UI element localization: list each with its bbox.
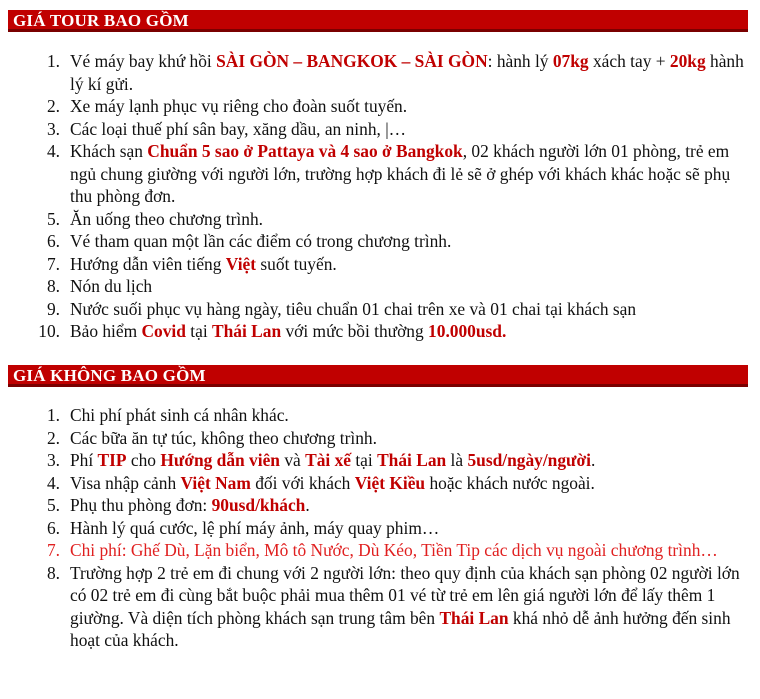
text-segment: đối với khách: [250, 472, 355, 493]
list-item: [0, 298, 752, 321]
highlight-text: 07kg: [552, 51, 589, 71]
text-segment: Xe máy lạnh phục vụ riêng cho đoàn suốt tuyến.: [70, 96, 408, 116]
list-item-text: [70, 562, 752, 652]
list-item: [0, 320, 752, 343]
text-segment: , 02 khách người lớn 01 phòng, trẻ em ngủ chung giường với người lớn, trường hợp khách đi lẻ sẽ ở ghép với khách khác hoặc sẽ phụ thu phòng đơn.: [70, 141, 731, 206]
list-item-number: 4.: [46, 472, 60, 493]
text-segment: Vé máy bay khứ hồi: [70, 51, 217, 71]
text-segment: Hành lý quá cước, lệ phí máy ảnh, máy quay phim…: [70, 517, 440, 538]
text-segment: xách tay +: [588, 51, 670, 71]
highlight-text: Covid: [141, 321, 186, 341]
list-item: [0, 517, 752, 540]
list-item-number: 9.: [46, 298, 60, 319]
highlight-text: TIP: [97, 450, 127, 470]
list-item: [0, 118, 752, 141]
text-segment: Visa nhập cảnh: [70, 472, 181, 493]
list-item: [0, 562, 752, 652]
text-segment: hành lý kí gửi.: [70, 51, 744, 94]
list-item-number: 5.: [46, 495, 60, 515]
text-segment: cho: [126, 450, 161, 470]
list-item-text: [70, 427, 752, 450]
list-item: [0, 230, 752, 253]
list-item-text: [70, 253, 752, 276]
text-segment: Các loại thuế phí sân bay, xăng dầu, an ninh, |…: [70, 118, 407, 139]
highlight-text: Hướng dẫn viên: [160, 450, 280, 470]
highlight-text: 5usd/ngày/người: [467, 450, 591, 470]
list-item-text: [70, 230, 752, 253]
list-item: [0, 50, 752, 95]
included-section-header: GIÁ TOUR BAO GỒM: [8, 10, 748, 32]
list-item: [0, 404, 752, 427]
text-segment: Nón du lịch: [70, 276, 153, 296]
list-item: [0, 449, 752, 472]
list-item-number: 2.: [46, 96, 60, 116]
text-segment: Ăn uống theo chương trình.: [70, 208, 263, 229]
highlight-text: 90usd/khách: [211, 495, 306, 515]
list-item: [0, 208, 752, 231]
text-segment: Phí: [70, 450, 98, 470]
text-segment: .: [590, 450, 596, 470]
list-item-number: 2.: [46, 427, 60, 448]
text-segment: với mức bồi thường: [281, 321, 429, 341]
list-item-number: 8.: [46, 562, 60, 583]
highlight-text: Việt Kiều: [354, 472, 426, 493]
text-segment: Trường hợp 2 trẻ em đi chung với 2 người lớn: theo quy định của khách sạn phòng 02 người lớn có 02 trẻ em đi cùng bắt buộc phải mua thêm 01 vé từ trẻ em lên giá người lớn để lấy thêm 1 giường. Và diện tích phòng khách sạn trung tâm bên: [70, 562, 740, 628]
list-item-text: [70, 140, 752, 208]
list-item-number: 4.: [46, 141, 60, 161]
excluded-section-header: GIÁ KHÔNG BAO GỒM: [8, 365, 748, 387]
text-segment: Hướng dẫn viên tiếng: [70, 253, 226, 274]
list-item-text: [70, 95, 752, 118]
list-item: [0, 472, 752, 495]
list-item: [0, 275, 752, 298]
list-item: [0, 140, 752, 208]
list-item-text: [70, 517, 752, 540]
list-item-text: [70, 50, 752, 95]
highlight-text: Việt: [225, 253, 257, 274]
highlight-text: Tài xế: [305, 450, 351, 470]
text-segment: Chi phí: Ghế Dù, Lặn biển, Mô tô Nước, Dù Kéo, Tiền Tip các dịch vụ ngoài chương trình…: [70, 540, 718, 560]
text-segment: Các bữa ăn tự túc, không theo chương trình.: [70, 427, 377, 448]
list-item-number: 3.: [46, 450, 60, 470]
text-segment: Nước suối phục vụ hàng ngày, tiêu chuẩn 01 chai trên xe và 01 chai tại khách sạn: [70, 298, 637, 319]
list-item-number: 7.: [46, 253, 60, 274]
list-item-text: [70, 539, 752, 562]
list-item-text: [70, 275, 752, 298]
list-item-number: 7.: [46, 540, 60, 560]
text-segment: .: [305, 495, 310, 515]
list-item: [0, 253, 752, 276]
list-item: [0, 539, 752, 562]
text-segment: Bảo hiểm: [70, 321, 142, 341]
list-item: [0, 95, 752, 118]
list-item-number: 5.: [46, 208, 60, 229]
list-item-number: 6.: [46, 231, 60, 251]
text-segment: suốt tuyến.: [256, 253, 337, 274]
list-item-text: [70, 494, 752, 517]
list-item-text: [70, 472, 752, 495]
text-segment: khá nhỏ dễ ảnh hưởng đến sinh hoạt của khách.: [70, 607, 731, 650]
text-segment: tại: [351, 450, 378, 470]
text-segment: Khách sạn: [70, 141, 148, 161]
text-segment: là: [446, 450, 468, 470]
list-item-text: [70, 298, 752, 321]
list-item-text: [70, 118, 752, 141]
text-segment: hoặc khách nước ngoài.: [425, 472, 595, 493]
excluded-list: [0, 404, 752, 652]
highlight-text: 10.000usd.: [428, 321, 507, 341]
list-item: [0, 427, 752, 450]
list-item-number: 10.: [38, 321, 60, 341]
list-item-number: 6.: [46, 517, 60, 538]
list-item-number: 1.: [46, 405, 60, 425]
highlight-text: Thái Lan: [212, 321, 282, 341]
text-segment: Chi phí phát sinh cá nhân khác.: [70, 405, 289, 425]
list-item-number: 1.: [46, 51, 60, 71]
list-item-text: [70, 208, 752, 231]
highlight-text: Thái Lan: [439, 607, 509, 628]
text-segment: tại: [185, 321, 213, 341]
highlight-text: Việt Nam: [180, 472, 251, 493]
text-segment: Vé tham quan một lần các điểm có trong chương trình.: [70, 231, 452, 251]
list-item-text: [70, 404, 752, 427]
list-item: [0, 494, 752, 517]
highlight-text: Chuẩn 5 sao ở Pattaya và 4 sao ở Bangkok: [147, 141, 463, 161]
list-item-number: 3.: [46, 118, 60, 139]
highlight-text: Thái Lan: [377, 450, 447, 470]
text-segment: : hành lý: [487, 51, 553, 71]
text-segment: và: [279, 450, 306, 470]
highlight-text: SÀI GÒN – BANGKOK – SÀI GÒN: [216, 51, 488, 71]
list-item-text: [70, 320, 752, 343]
included-list: [0, 50, 752, 343]
text-segment: Phụ thu phòng đơn:: [70, 495, 212, 515]
list-item-number: 8.: [46, 276, 60, 296]
list-item-text: [70, 449, 752, 472]
highlight-text: 20kg: [669, 51, 706, 71]
